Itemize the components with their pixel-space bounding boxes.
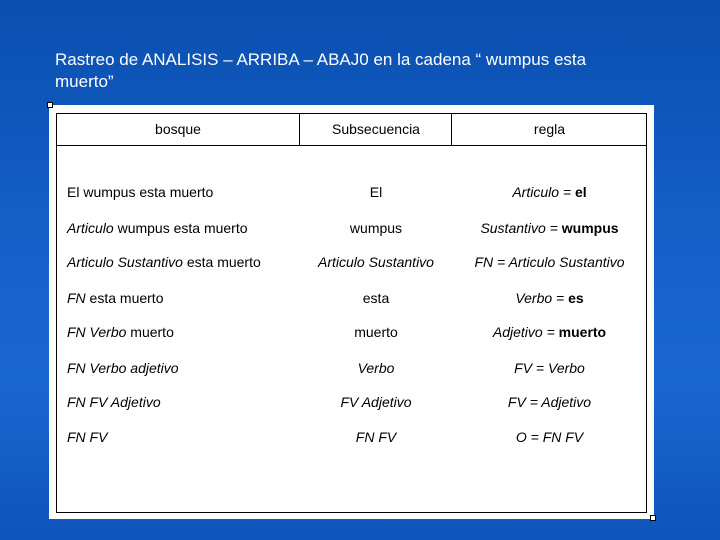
row-3-regla: FN = Articulo Sustantivo [474,254,625,270]
embedded-table-object[interactable] [49,105,654,519]
row-3-subsecuencia: Articulo Sustantivo [318,254,434,270]
row-5-subsecuencia: muerto [354,324,398,340]
row-7-bosque: FN FV Adjetivo [67,394,161,410]
resize-handle-top-left[interactable] [47,102,53,108]
row-1-regla: Articulo = el [512,184,587,200]
header-regla: regla [533,121,566,137]
resize-handle-bottom-right[interactable] [650,515,656,521]
row-8-regla: O = FN FV [515,429,584,445]
row-4-regla: Verbo = es [515,290,584,306]
parse-trace-table [56,113,647,513]
row-1-subsecuencia: El [369,184,383,200]
row-7-subsecuencia: FV Adjetivo [340,394,412,410]
row-5-regla: Adjetivo = muerto [492,324,607,340]
row-2-bosque: Articulo wumpus esta muerto [67,220,248,236]
header-bosque: bosque [155,121,201,137]
row-6-subsecuencia: Verbo [357,360,395,376]
row-1-bosque: El wumpus esta muerto [67,184,214,200]
slide-title: Rastreo de ANALISIS – ARRIBA – ABAJ0 en la cadena “ wumpus esta muerto” [55,50,587,91]
row-3-bosque: Articulo Sustantivo esta muerto [67,254,261,270]
row-7-regla: FV = Adjetivo [507,394,592,410]
header-subsecuencia: Subsecuencia [332,121,420,137]
row-6-regla: FV = Verbo [514,360,585,376]
header-divider [57,145,646,146]
row-5-bosque: FN Verbo muerto [67,324,174,340]
row-4-subsecuencia: esta [362,290,390,306]
row-4-bosque: FN esta muerto [67,290,164,306]
row-2-regla: Sustantivo = wumpus [480,220,619,236]
column-divider [299,114,300,146]
row-8-subsecuencia: FN FV [355,429,397,445]
row-2-subsecuencia: wumpus [349,220,403,236]
row-6-bosque: FN Verbo adjetivo [67,360,179,376]
row-8-bosque: FN FV [67,429,108,445]
